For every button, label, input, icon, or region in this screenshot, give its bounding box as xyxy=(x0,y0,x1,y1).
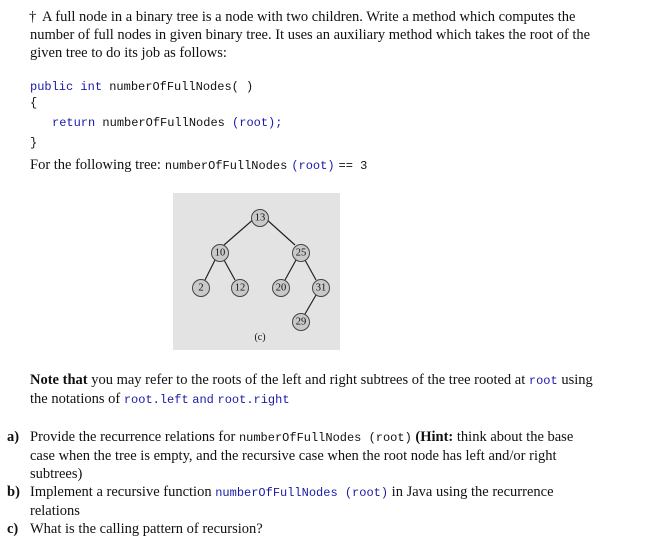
note-bold: Note that xyxy=(30,372,88,388)
question-a-label: a) xyxy=(7,429,20,445)
question-a-hint: (Hint: xyxy=(415,429,454,445)
example-arg: (root) xyxy=(291,159,335,173)
dagger-marker: † xyxy=(29,9,37,25)
question-b-text xyxy=(30,483,630,520)
tree-node-10 xyxy=(212,245,229,262)
code-open-brace: { xyxy=(30,96,38,110)
tree-node-20 xyxy=(273,280,290,297)
question-a-text-1: Provide the recurrence relations for xyxy=(30,429,236,445)
node-label-31: 31 xyxy=(315,282,327,294)
tree-figure xyxy=(173,193,340,350)
example-call: numberOfFullNodes xyxy=(164,159,288,173)
tree-node-13 xyxy=(252,210,269,227)
question-b-line-2: relations xyxy=(30,503,80,519)
node-label-2: 2 xyxy=(198,282,204,294)
question-a-line-3: subtrees) xyxy=(30,466,83,482)
example-result: == 3 xyxy=(338,159,368,173)
note-text-2: using xyxy=(561,372,593,388)
note-text-3: the notations of xyxy=(30,391,121,407)
example-line xyxy=(30,156,367,174)
question-b-text-1: Implement a recursive function xyxy=(30,484,212,500)
note-root: root xyxy=(528,374,558,388)
code-close-brace: } xyxy=(30,136,38,150)
edge-10-12 xyxy=(224,260,235,280)
question-b-call: numberOfFullNodes (root) xyxy=(215,486,389,500)
tree-edges xyxy=(205,218,316,314)
return-arg: (root); xyxy=(232,116,283,130)
tree-node-2 xyxy=(193,280,210,297)
intro-line-3: given tree to do its job as follows: xyxy=(30,45,227,61)
edge-31-29 xyxy=(305,295,316,314)
question-a-text xyxy=(30,428,630,483)
note-and: and xyxy=(192,393,214,407)
tree-node-12 xyxy=(232,280,249,297)
question-a-call: numberOfFullNodes (root) xyxy=(238,431,412,445)
code-block xyxy=(30,79,282,151)
note-line-2 xyxy=(30,390,630,409)
tree-node-31 xyxy=(313,280,330,297)
node-label-10: 10 xyxy=(214,247,226,259)
note-root-left: root.left xyxy=(123,393,189,407)
node-label-13: 13 xyxy=(254,212,266,224)
question-a-text-2: think about the base xyxy=(456,429,574,445)
edge-13-10 xyxy=(224,218,255,245)
return-call: numberOfFullNodes xyxy=(102,116,225,130)
node-label-29: 29 xyxy=(295,316,307,328)
tree-node-29 xyxy=(293,314,310,331)
intro-paragraph xyxy=(30,8,630,62)
intro-line-2: number of full nodes in given binary tree. It uses an auxiliary method which takes the root of the xyxy=(30,27,591,43)
node-label-12: 12 xyxy=(234,282,246,294)
keyword-int: int xyxy=(80,80,103,94)
question-b-text-2: in Java using the recurrence xyxy=(391,484,554,500)
edge-25-20 xyxy=(285,260,296,280)
question-a-line-2: case when the tree is empty, and the recursive case when the root node has left and/or right xyxy=(30,448,557,464)
note-root-right: root.right xyxy=(217,393,290,407)
note-line-1 xyxy=(30,371,630,390)
tree-diagram xyxy=(173,193,340,350)
example-text: For the following tree: xyxy=(30,157,161,173)
code-return-line xyxy=(30,115,282,131)
question-b-label: b) xyxy=(7,484,20,500)
code-signature xyxy=(30,79,282,95)
edge-10-2 xyxy=(205,260,215,280)
keyword-return: return xyxy=(52,116,96,130)
node-label-20: 20 xyxy=(275,282,287,294)
note-paragraph xyxy=(30,371,630,409)
keyword-public: public xyxy=(30,80,74,94)
node-label-25: 25 xyxy=(295,247,307,259)
question-b-line-1 xyxy=(30,483,630,502)
note-text-1: you may refer to the roots of the left and right subtrees of the tree rooted at xyxy=(91,372,526,388)
edge-13-25 xyxy=(265,218,295,245)
method-signature: numberOfFullNodes( ) xyxy=(109,80,254,94)
edge-25-31 xyxy=(305,260,316,280)
figure-caption: (c) xyxy=(254,332,266,343)
intro-text-1: A full node in a binary tree is a node with two children. Write a method which computes the xyxy=(42,9,576,25)
question-a-line-1 xyxy=(30,428,630,447)
question-c-text: What is the calling pattern of recursion? xyxy=(30,521,263,537)
tree-node-25 xyxy=(293,245,310,262)
question-c-label: c) xyxy=(7,521,19,537)
intro-line-1 xyxy=(30,8,630,26)
